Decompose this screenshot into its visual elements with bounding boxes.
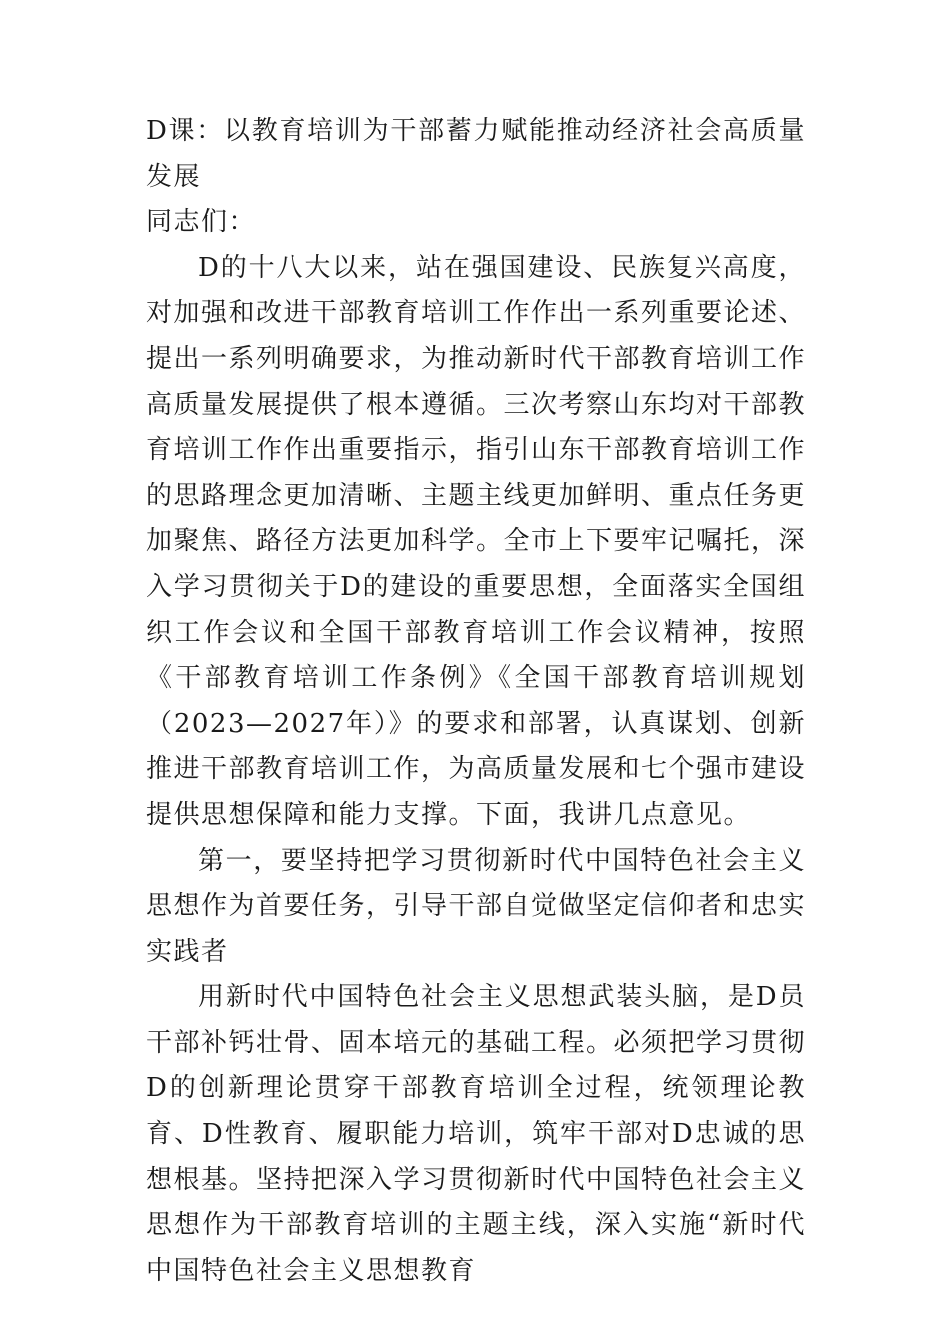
paragraph-intro: D的十八大以来，站在强国建设、民族复兴高度，对加强和改进干部教育培训工作作出一系列重要论述、提出一系列明确要求，为推动新时代干部教育培训工作高质量发展提供了根本遵循。三次考察山东均对干部教育培训工作作出重要指示，指引山东干部教育培训工作的思路理念更加清晰、主题主线更加鲜明、重点任务更加聚焦、路径方法更加科学。全市上下要牢记嘱托，深入学习贯彻关于D的建设的重要思想，全面落实全国组织工作会议和全国干部教育培训工作会议精神，按照《干部教育培训工作条例》《全国干部教育培训规划（2023—2027年）》的要求和部署，认真谋划、创新推进干部教育培训工作，为高质量发展和七个强市建设提供思想保障和能力支撑。下面，我讲几点意见。 [146, 252, 807, 830]
document-title: D课：以教育培训为干部蓄力赋能推动经济社会高质量发展 [146, 116, 806, 192]
paragraph-point-one-body: 用新时代中国特色社会主义思想武装头脑，是D员干部补钙壮骨、固本培元的基础工程。必须把学习贯彻D的创新理论贯穿干部教育培训全过程，统领理论教育、D性教育、履职能力培训，筑牢干部对D忠诚的思想根基。坚持把深入学习贯彻新时代中国特色社会主义思想作为干部教育培训的主题主线，深入实施“新时代中国特色社会主义思想教育 [146, 982, 807, 1286]
salutation: 同志们： [146, 207, 257, 238]
document-body [146, 109, 806, 1294]
paragraph-point-one-heading: 第一，要坚持把学习贯彻新时代中国特色社会主义思想作为首要任务，引导干部自觉做坚定信仰者和忠实实践者 [146, 845, 807, 967]
